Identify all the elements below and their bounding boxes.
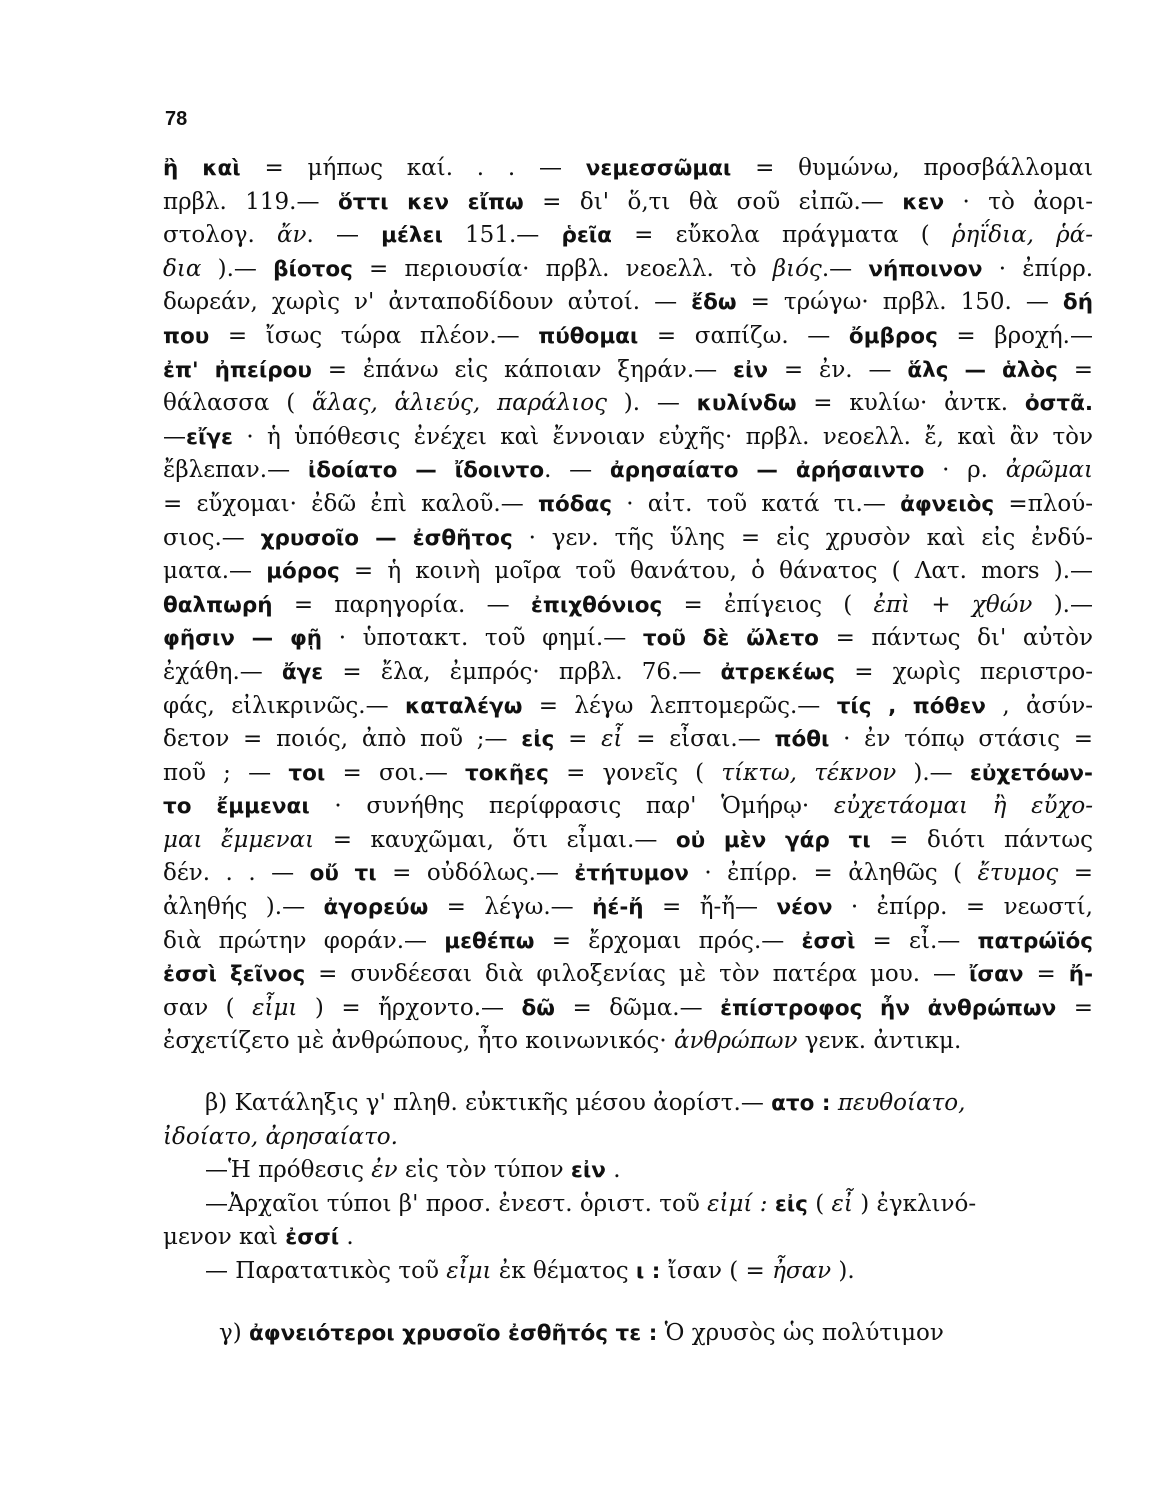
- headword: ὅττι κεν εἴπω: [337, 189, 524, 215]
- headword: ἐσσί: [285, 1225, 340, 1251]
- headword: το ἔμμεναι: [163, 794, 310, 820]
- headword: ἐσσὶ: [801, 928, 856, 954]
- italic-term: ἄν: [276, 222, 307, 249]
- italic-term: τίκτω, τέκνον: [721, 759, 897, 786]
- text-run: ἔβλεπαν.—: [163, 457, 308, 484]
- headword: εἰς: [521, 727, 555, 753]
- text-run: σαν (: [163, 994, 253, 1021]
- text-run: εἰς τὸν τύπον: [397, 1157, 571, 1184]
- italic-term: δια: [163, 255, 202, 282]
- text-run: ) ἐγκλινό-: [852, 1190, 977, 1217]
- text-run: δωρεάν, χωρὶς ν' ἀνταποδίδουν αὐτοί. —: [163, 289, 692, 316]
- italic-term: εἰμί :: [707, 1190, 768, 1217]
- text-run: =: [1056, 994, 1093, 1021]
- text-line: [163, 286, 1093, 320]
- text-line: [163, 992, 1093, 1026]
- note-line: [163, 1317, 1093, 1351]
- grammar-notes: [163, 1087, 1093, 1350]
- text-line: [163, 253, 1093, 287]
- text-run: = θυμώνω, προσβάλλομαι: [731, 155, 1093, 181]
- text-run: = εὔχομαι· ἐδῶ ἐπὶ καλοῦ.—: [163, 490, 538, 517]
- text-run: = δι' ὅ,τι θὰ σοῦ εἰπῶ.—: [523, 188, 903, 215]
- headword: δή: [1062, 290, 1093, 316]
- text-run: = ἡ κοινὴ μοῖρα τοῦ θανάτου, ὁ θάνατος ( Λατ. mors ).—: [339, 558, 1093, 585]
- page-number: 78: [165, 108, 188, 130]
- text-run: = ἐπάνω εἰς κάποιαν ξηράν.—: [311, 356, 734, 383]
- text-run: [831, 1090, 838, 1116]
- text-line: [163, 555, 1093, 589]
- headword: δῶ: [521, 995, 555, 1021]
- headword: μόρος: [266, 559, 340, 585]
- text-run: β) Κατάληξις γ' πληθ. εὐκτικῆς μέσου ἀορίστ.—: [205, 1090, 772, 1117]
- headword: πόθι: [774, 727, 830, 753]
- text-line: [163, 354, 1093, 388]
- headword: εἰν: [570, 1158, 606, 1184]
- text-line: [163, 152, 1093, 186]
- headword: ἤ-: [1068, 962, 1093, 988]
- italic-term: ἐν: [371, 1157, 398, 1184]
- text-run: · γεν. τῆς ὕλης = εἰς χρυσὸν καὶ εἰς ἐνδύ-: [512, 524, 1093, 551]
- headword: τοῦ δὲ ὤλετο: [642, 626, 819, 652]
- text-run: ἀληθής ).—: [163, 894, 324, 921]
- italic-term: ἅλας, ἁλιεύς, παράλιος: [311, 390, 608, 417]
- italic-term: πευθοίατο,: [837, 1090, 966, 1117]
- text-run: = καυχῶμαι, ὅτι εἶμαι.—: [314, 826, 676, 853]
- headword: πόδας: [537, 491, 613, 517]
- headword: οὐ μὲν γάρ τι: [675, 827, 871, 853]
- text-line: [163, 857, 1093, 891]
- text-run: 151.—: [442, 222, 562, 249]
- text-run: = τρώγω· πρβλ. 150. —: [736, 289, 1063, 316]
- text-run: γ): [219, 1319, 250, 1346]
- headword: χρυσοῖο — ἐσθῆτος: [260, 525, 513, 551]
- text-run: . —: [544, 457, 610, 484]
- text-run: ).—: [201, 255, 274, 282]
- text-run: ματα.—: [163, 558, 267, 585]
- headword: κυλίνδω: [696, 391, 797, 417]
- text-run: —Ἡ πρόθεσις: [205, 1157, 372, 1184]
- italic-term: εἶ: [831, 1190, 853, 1217]
- text-run: = περιουσία· πρβλ. νεοελλ. τὸ: [352, 255, 773, 282]
- text-run: = σαπίζω. —: [638, 322, 849, 349]
- note-line: [163, 1087, 1093, 1121]
- headword: μεθέπω: [444, 928, 535, 954]
- text-run: = ἐπίγειος (: [662, 591, 874, 618]
- text-run: ἐσχετίζετο μὲ ἀνθρώπους, ἦτο κοινωνικός·: [163, 1028, 674, 1055]
- text-run: = δῶμα.—: [555, 994, 721, 1021]
- text-run: .: [339, 1224, 354, 1251]
- paragraph-gap: [163, 1059, 1093, 1087]
- headword: ἐσσὶ ξεῖνος: [163, 962, 306, 988]
- headword: ὀστᾶ.: [1024, 391, 1093, 417]
- headword: πατρώϊός: [977, 928, 1093, 954]
- text-line: [163, 925, 1093, 959]
- text-run: γενκ. ἀντικμ.: [797, 1028, 962, 1055]
- text-run: · αἰτ. τοῦ κατά τι.—: [612, 490, 901, 517]
- italic-term: ἀνθρώπων: [673, 1028, 798, 1055]
- italic-term: ἰδοίατο, ἀρησαίατο.: [163, 1123, 398, 1150]
- text-run: .—: [821, 255, 869, 282]
- text-run: δετον = ποιός, ἀπὸ ποῦ ;—: [163, 726, 522, 753]
- text-run: ). —: [607, 390, 697, 417]
- text-run: ἐκ θέματος: [491, 1258, 636, 1284]
- headword: ἀτρεκέως: [720, 659, 836, 685]
- headword: τοι: [288, 760, 326, 786]
- headword: νέον: [776, 895, 833, 921]
- text-run: · ἐπίρρ. = νεωστί,: [832, 894, 1093, 921]
- text-run: = παρηγορία. —: [272, 591, 531, 618]
- text-run: =πλού-: [994, 490, 1093, 517]
- headword: ἔδω: [691, 290, 737, 316]
- text-run: θάλασσα (: [163, 390, 312, 417]
- text-run: · ἡ ὑπόθεσις ἐνέχει καὶ ἔννοιαν εὐχῆς· πρβλ. νεοελλ. ἔ, καὶ ἂν τὸν: [232, 423, 1093, 450]
- headword: ἐπιχθόνιος: [530, 592, 663, 618]
- text-run: = λέγω.—: [428, 894, 593, 921]
- text-run: (: [807, 1190, 832, 1217]
- text-run: = λέγω λεπτομερῶς.—: [522, 692, 837, 719]
- text-run: στολογ.: [163, 222, 277, 249]
- headword: εὐχετόων-: [969, 760, 1093, 786]
- headword: ι :: [635, 1259, 661, 1284]
- italic-term: ἐπὶ + χθών: [873, 591, 1033, 618]
- headword: ἠέ-ἤ: [592, 895, 644, 921]
- text-run: = σοι.—: [325, 759, 466, 786]
- headword: εἴγε: [186, 424, 233, 450]
- text-run: = εἶσαι.—: [622, 726, 775, 753]
- note-line: [163, 1255, 1093, 1289]
- headword: ὄμβρος: [848, 323, 938, 349]
- commentary-text: [163, 152, 1093, 1350]
- text-run: · ρ.: [924, 457, 1006, 484]
- headword: νεμεσσῶμαι: [585, 156, 732, 181]
- headword: ἴσαν: [969, 962, 1024, 988]
- headword: οὔ τι: [309, 861, 377, 887]
- text-run: ) = ἤρχοντο.—: [297, 994, 522, 1021]
- headword: θαλπωρή: [163, 592, 273, 618]
- text-run: = πάντως δι' αὐτὸν: [818, 625, 1093, 652]
- text-run: διὰ πρώτην φοράν.—: [163, 927, 445, 954]
- text-run: —: [163, 423, 186, 450]
- text-line: [163, 656, 1093, 690]
- headword: ἀρησαίατο — ἀρήσαιντο: [609, 458, 925, 484]
- headword: εἰν: [733, 357, 769, 383]
- headword: ἰδοίατο — ἴδοιντο: [307, 458, 545, 484]
- text-line: [163, 387, 1093, 421]
- text-run: = ἴσως τώρα πλέον.—: [209, 322, 539, 349]
- text-run: · συνήθης περίφρασις παρ' Ὁμήρῳ·: [309, 793, 834, 820]
- note-line: [163, 1221, 1093, 1255]
- text-run: ).: [831, 1258, 855, 1284]
- text-run: , ἀσύν-: [985, 692, 1093, 719]
- headword: εἰς: [774, 1191, 808, 1217]
- text-run: . —: [306, 222, 382, 249]
- text-run: · ἐπίρρ.: [982, 255, 1093, 282]
- headword: ἀφνειότεροι χρυσοῖο ἐσθῆτός τε :: [249, 1320, 658, 1346]
- italic-term: μαι ἔμμεναι: [163, 826, 315, 853]
- text-run: = εἶ.—: [855, 927, 978, 954]
- text-run: =: [1057, 356, 1093, 383]
- text-run: = οὐδόλως.—: [376, 860, 575, 887]
- text-run: — Παρατατικὸς τοῦ: [205, 1258, 447, 1284]
- italic-term: ἦσαν: [772, 1258, 832, 1284]
- headword: ατο :: [771, 1091, 831, 1117]
- text-run: = μήπως καί. . . —: [240, 155, 586, 181]
- text-line: [163, 790, 1093, 824]
- headword: βίοτος: [273, 256, 353, 282]
- headword: που: [163, 323, 210, 349]
- text-run: = ἐν. —: [768, 356, 908, 383]
- text-run: = ἤ-ἤ—: [643, 894, 777, 921]
- text-line: [163, 1025, 1093, 1059]
- text-line: [163, 219, 1093, 253]
- headword: πύθομαι: [538, 323, 639, 349]
- text-line: [163, 589, 1093, 623]
- text-run: ἐχάθη.—: [163, 658, 282, 685]
- italic-term: εἶ: [601, 726, 623, 753]
- headword: καταλέγω: [404, 693, 523, 719]
- text-run: δέν. . . —: [163, 860, 310, 887]
- italic-term: ἀρῶμαι: [1005, 457, 1093, 484]
- text-run: .: [605, 1157, 621, 1184]
- text-line: [163, 958, 1093, 992]
- text-run: πρβλ. 119.—: [163, 188, 338, 215]
- italic-term: εὐχετάομαι ἢ εὔχο-: [833, 793, 1093, 820]
- headword: κεν: [902, 189, 945, 215]
- italic-term: ῥηΐδια, ῥά-: [951, 222, 1093, 249]
- note-line: [163, 1188, 1093, 1222]
- text-run: φάς, εἰλικρινῶς.—: [163, 692, 405, 719]
- text-run: · ἐν τόπῳ στάσις =: [829, 726, 1093, 753]
- text-run: · ἐπίρρ. = ἀληθῶς (: [688, 860, 978, 887]
- text-line: [163, 320, 1093, 354]
- text-run: · τὸ ἀορι-: [944, 188, 1093, 215]
- headword: ἐπίστροφος ἦν ἀνθρώπων: [720, 995, 1057, 1021]
- headword: τίς , πόθεν: [836, 693, 986, 719]
- text-run: =: [554, 726, 602, 753]
- text-run: μενον καὶ: [163, 1224, 286, 1251]
- text-line: [163, 891, 1093, 925]
- text-line: [163, 723, 1093, 757]
- text-run: [768, 1191, 775, 1217]
- text-line: [163, 488, 1093, 522]
- text-run: —Ἀρχαῖοι τύποι β' προσ. ἐνεστ. ὁριστ. τοῦ: [205, 1190, 708, 1217]
- headword: μέλει: [381, 223, 443, 249]
- text-line: [163, 522, 1093, 556]
- italic-term: εἶμι: [252, 994, 298, 1021]
- text-run: = βροχή.—: [937, 322, 1093, 349]
- headword: ῥεῖα: [561, 223, 612, 249]
- text-run: ).—: [1032, 591, 1093, 618]
- text-run: ποῦ ; —: [163, 759, 289, 786]
- text-line: [163, 421, 1093, 455]
- italic-term: βιός: [772, 255, 822, 282]
- headword: φῆσιν — φῇ: [163, 626, 323, 652]
- text-run: σιος.—: [163, 524, 261, 551]
- text-run: ).—: [896, 759, 970, 786]
- headword: νήποινον: [868, 256, 983, 282]
- text-line: [163, 757, 1093, 791]
- text-run: · ὑποτακτ. τοῦ φημί.—: [322, 625, 643, 652]
- note-line: [163, 1121, 1093, 1155]
- text-line: [163, 622, 1093, 656]
- text-run: = κυλίω· ἀντκ.: [796, 390, 1025, 417]
- note-line: [163, 1154, 1093, 1188]
- text-line: [163, 186, 1093, 220]
- text-line: [163, 454, 1093, 488]
- text-run: = χωρὶς περιστρο-: [835, 658, 1093, 685]
- text-run: =: [1023, 961, 1069, 988]
- text-line: [163, 824, 1093, 858]
- text-run: Ὁ χρυσὸς ὡς πολύτιμον: [657, 1319, 944, 1346]
- paragraph-gap: [163, 1289, 1093, 1317]
- text-run: = γονεῖς (: [548, 759, 722, 786]
- text-run: = συνδέεσαι διὰ φιλοξενίας μὲ τὸν πατέρα μου. —: [305, 961, 970, 988]
- text-run: = διότι πάντως: [870, 826, 1093, 853]
- headword: τοκῆες: [465, 760, 549, 786]
- headword: ἀφνειὸς: [900, 491, 995, 517]
- headword: ἐπ' ἠπείρου: [163, 357, 312, 383]
- headword: ἀγορεύω: [323, 895, 429, 921]
- text-run: =: [1058, 860, 1093, 887]
- italic-term: ἔτυμος: [977, 860, 1059, 887]
- italic-term: εἶμι: [446, 1258, 492, 1284]
- glossary-paragraph: [163, 152, 1093, 1059]
- text-line: [163, 690, 1093, 724]
- headword: ἅλς — ἁλὸς: [907, 357, 1058, 383]
- text-run: = ἔρχομαι πρός.—: [534, 927, 802, 954]
- text-run: ἴσαν ( =: [660, 1258, 773, 1284]
- text-run: = ἔλα, ἐμπρός· πρβλ. 76.—: [323, 658, 721, 685]
- text-run: = εὔκολα πράγματα (: [611, 222, 952, 249]
- headword: ἢ καὶ: [163, 156, 241, 181]
- headword: ἐτήτυμον: [574, 861, 689, 887]
- headword: ἄγε: [281, 659, 324, 685]
